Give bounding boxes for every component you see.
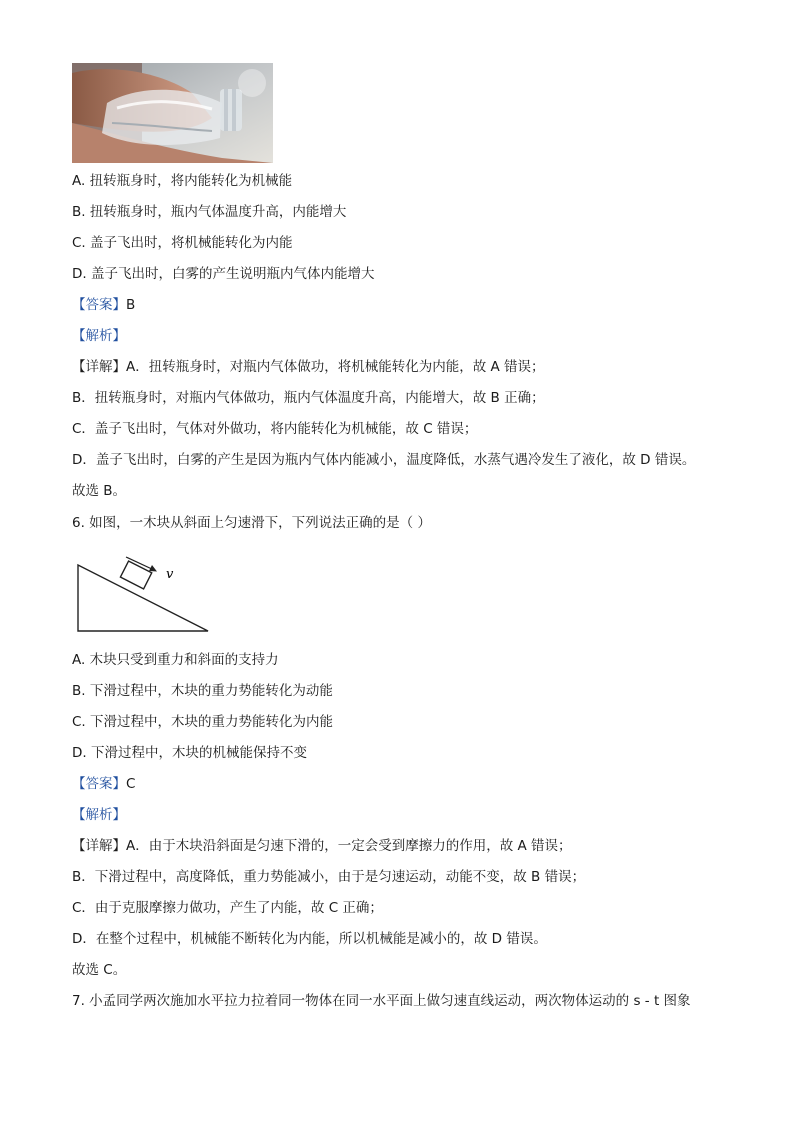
q6-analysis-tag: 【解析】 xyxy=(72,807,126,823)
q5-detail-2: B．扭转瓶身时，对瓶内气体做功，瓶内气体温度升高，内能增大，故 B 正确； xyxy=(72,390,545,406)
q6-option-b: B. 下滑过程中，木块的重力势能转化为动能 xyxy=(72,683,333,699)
q6-detail-1 xyxy=(72,837,572,855)
q5-option-a: A. 扭转瓶身时，将内能转化为机械能 xyxy=(72,173,293,189)
q5-detail-3: C．盖子飞出时，气体对外做功，将内能转化为机械能，故 C 错误； xyxy=(72,421,478,437)
velocity-label: v xyxy=(166,567,174,582)
incline-diagram xyxy=(72,553,222,635)
q6-option-a: A. 木块只受到重力和斜面的支持力 xyxy=(72,652,279,668)
q6-option-c: C. 下滑过程中，木块的重力势能转化为内能 xyxy=(72,714,334,730)
q5-detail-4: D．盖子飞出时，白雾的产生是因为瓶内气体内能减小，温度降低，水蒸气遇冷发生了液化，故 D 错误。 xyxy=(72,452,696,468)
q6-answer-value: C xyxy=(126,776,136,792)
wooden-block xyxy=(120,561,151,589)
q6-answer-tag: 【答案】 xyxy=(72,776,126,792)
q7-question: 7. 小孟同学两次施加水平拉力拉着同一物体在同一水平面上做匀速直线运动，两次物体运动的 s - t 图象 xyxy=(72,993,691,1009)
q5-option-c: C. 盖子飞出时，将机械能转化为内能 xyxy=(72,235,293,251)
q5-option-d: D. 盖子飞出时，白雾的产生说明瓶内气体内能增大 xyxy=(72,266,375,282)
q5-answer xyxy=(72,296,135,314)
q5-analysis-tag: 【解析】 xyxy=(72,328,126,344)
q5-detail-1 xyxy=(72,358,545,376)
q6-detail-4: D．在整个过程中，机械能不断转化为内能，所以机械能是减小的，故 D 错误。 xyxy=(72,931,547,947)
q6-answer xyxy=(72,775,135,793)
q6-conclusion: 故选 C。 xyxy=(72,962,127,978)
q5-detail-tag: 【详解】 xyxy=(72,359,126,375)
q6-detail-2: B．下滑过程中，高度降低，重力势能减小，由于是匀速运动，动能不变，故 B 错误； xyxy=(72,869,586,885)
q5-conclusion: 故选 B。 xyxy=(72,483,127,499)
q6-detail-text-1: A．由于木块沿斜面是匀速下滑的，一定会受到摩擦力的作用，故 A 错误； xyxy=(126,838,572,854)
q5-option-b: B. 扭转瓶身时，瓶内气体温度升高，内能增大 xyxy=(72,204,347,220)
q6-question: 6. 如图，一木块从斜面上匀速滑下，下列说法正确的是（ ） xyxy=(72,515,431,531)
q6-detail-tag: 【详解】 xyxy=(72,838,126,854)
q6-option-d: D. 下滑过程中，木块的机械能保持不变 xyxy=(72,745,307,761)
q5-answer-value: B xyxy=(126,297,136,313)
q6-detail-3: C．由于克服摩擦力做功，产生了内能，故 C 正确； xyxy=(72,900,383,916)
q5-answer-tag: 【答案】 xyxy=(72,297,126,313)
bottle-twist-photo xyxy=(72,63,273,163)
q5-detail-text-1: A．扭转瓶身时，对瓶内气体做功，将机械能转化为内能，故 A 错误； xyxy=(126,359,545,375)
